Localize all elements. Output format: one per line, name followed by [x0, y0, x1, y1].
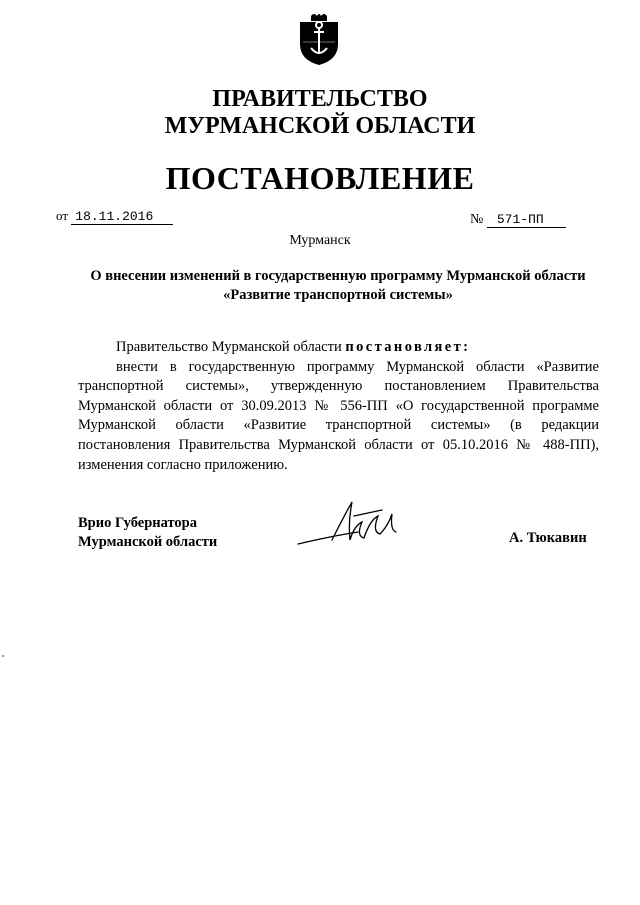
city-name: Мурманск — [289, 233, 351, 248]
intro-paragraph — [78, 338, 599, 358]
decree-word: постановляет: — [345, 339, 471, 355]
scan-artifact — [2, 655, 4, 657]
subject-line-2: «Развитие транспортной системы» — [223, 287, 453, 303]
number-prefix: № — [470, 212, 484, 227]
date-value: 18.11.2016 — [71, 209, 173, 225]
date-prefix: от — [56, 208, 69, 223]
subject-line-1: О внесении изменений в государственную программу Мурманской области — [90, 268, 586, 284]
intro-text: Правительство Мурманской области — [116, 339, 342, 355]
signatory-name: А. Тюкавин — [509, 530, 587, 546]
document-type-title: ПОСТАНОВЛЕНИЕ — [165, 160, 475, 196]
signatory-title-line-2: Мурманской области — [78, 534, 218, 550]
org-line-2: МУРМАНСКОЙ ОБЛАСТИ — [164, 113, 476, 139]
document-body — [78, 338, 599, 475]
signatory-title-line-1: Врио Губернатора — [78, 515, 197, 531]
main-paragraph: внести в государственную программу Мурманской области «Развитие транспортной системы», утвержденную постановлением Правительства Мурманской области от 30.09.2013 № 556-ПП «О государственной программе Мурманской области «Развитие транспортной системы» (в редакции постановления Правительства Мурманской области от 05.10.2016 № 488-ПП), изменения согласно приложению. — [78, 358, 599, 473]
organization-name — [0, 86, 640, 140]
handwritten-signature — [292, 496, 412, 552]
coat-of-arms-emblem — [297, 12, 341, 66]
number-field — [470, 212, 566, 228]
signatory-title — [78, 514, 217, 552]
org-line-1: ПРАВИТЕЛЬСТВО — [212, 86, 428, 112]
date-field — [56, 208, 173, 225]
number-value: 571-ПП — [487, 212, 566, 228]
document-subject — [78, 267, 598, 305]
